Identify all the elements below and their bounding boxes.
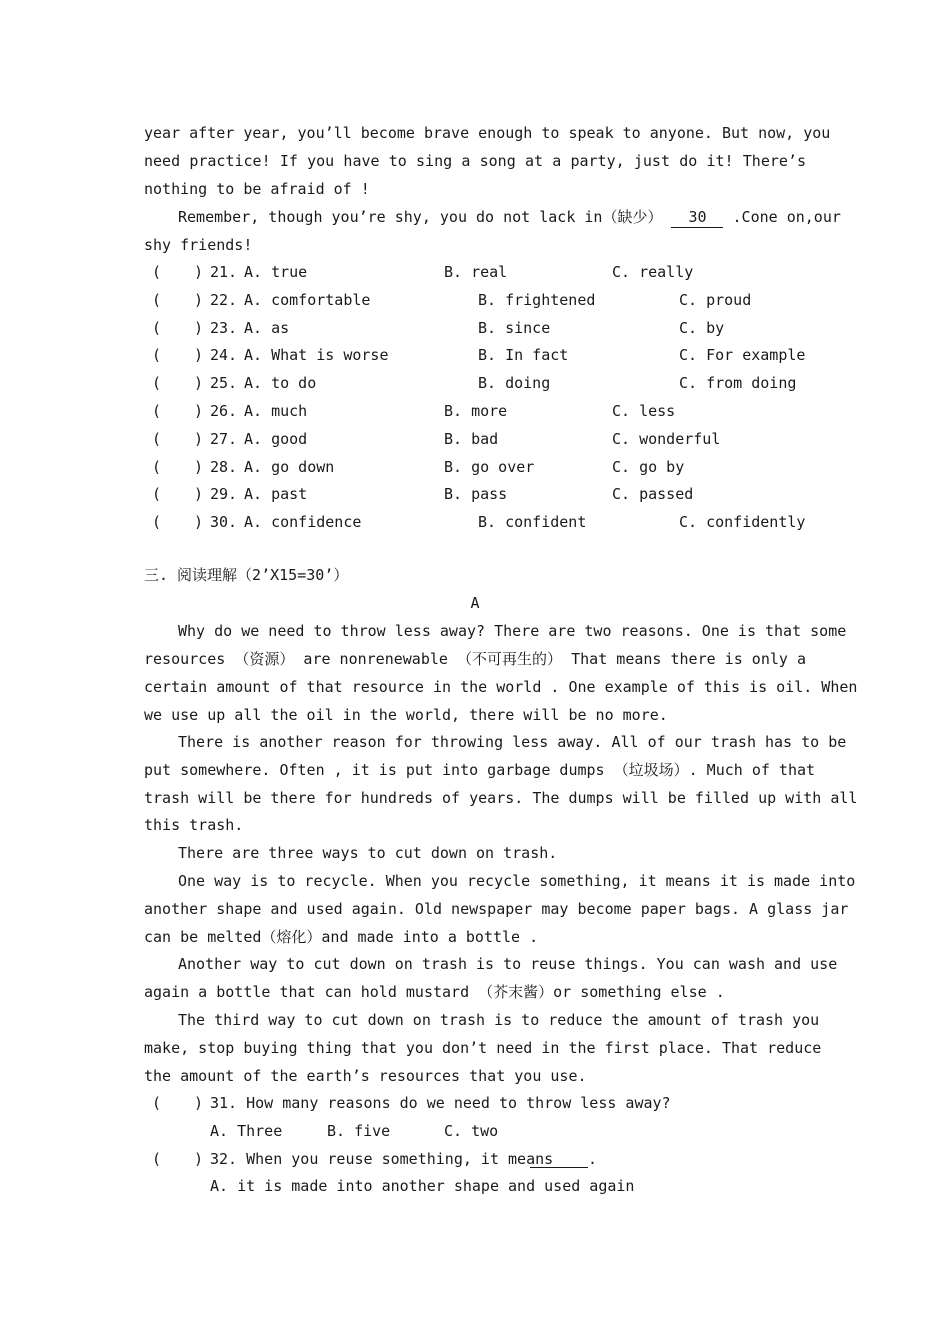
option-a: A. as <box>244 318 290 337</box>
option-a: A. confidence <box>244 513 362 532</box>
cloze-question-row <box>144 508 806 536</box>
option-c: C. less <box>612 402 676 420</box>
answer-paren-open: ( <box>152 429 162 448</box>
passage-p2-line-2: put somewhere. Often , it is put into garbage dumps （垃圾场）. Much of that <box>144 761 816 779</box>
cloze-text-line-3: nothing to be afraid of ! <box>144 180 370 198</box>
option-c: C. really <box>612 263 694 281</box>
answer-paren-close: ) <box>194 346 204 365</box>
remember-text-end: .Cone on,our <box>732 208 841 226</box>
answer-paren-open: ( <box>152 290 162 309</box>
option-c: C. go by <box>612 457 685 476</box>
passage-p1-line-1: Why do we need to throw less away? There are two reasons. One is that some <box>178 622 847 640</box>
answer-paren-close: ) <box>194 318 204 337</box>
answer-paren-open: ( <box>152 1094 162 1112</box>
answer-paren-open: ( <box>152 346 162 365</box>
cloze-question-row <box>144 397 806 425</box>
option-a: A. comfortable <box>244 290 371 309</box>
answer-paren-open: ( <box>152 402 162 420</box>
option-a: A. go down <box>244 457 335 476</box>
passage-p6-line-3: the amount of the earth’s resources that you use. <box>144 1067 587 1085</box>
question-number: 24. <box>210 346 238 365</box>
section-heading: 三. 阅读理解（2’X15=30’） <box>144 566 349 584</box>
option-a: A. Three <box>210 1122 283 1140</box>
option-c: C. proud <box>679 290 752 309</box>
question-32-end: . <box>588 1150 598 1168</box>
answer-paren-open: ( <box>152 263 162 281</box>
option-c: C. passed <box>612 485 694 504</box>
question-31 <box>144 1089 806 1117</box>
passage-p4-line-2: another shape and used again. Old newspaper may become paper bags. A glass jar <box>144 900 849 918</box>
option-a: A. good <box>244 429 308 448</box>
remember-text: Remember, though you’re shy, you do not lack in（缺少） <box>178 208 663 226</box>
passage-p2-line-3: trash will be there for hundreds of years. The dumps will be filled up with all <box>144 789 858 807</box>
question-number: 30. <box>210 513 238 532</box>
passage-p1-line-3: certain amount of that resource in the world . One example of this is oil. When <box>144 678 858 696</box>
passage-p1-line-4: we use up all the oil in the world, there will be no more. <box>144 706 668 724</box>
answer-paren-close: ) <box>194 1150 204 1168</box>
option-c: C. from doing <box>679 374 797 393</box>
answer-paren-close: ) <box>194 263 204 281</box>
answer-paren-close: ) <box>194 429 204 448</box>
answer-paren-open: ( <box>152 374 162 393</box>
passage-label: A <box>470 594 480 612</box>
passage-p2-line-4: this trash. <box>144 816 244 834</box>
answer-paren-open: ( <box>152 513 162 532</box>
cloze-question-row <box>144 480 806 508</box>
answer-paren-close: ) <box>194 374 204 393</box>
answer-paren-close: ) <box>194 402 204 420</box>
passage-p4-line-1: One way is to recycle. When you recycle something, it means it is made into <box>178 872 856 890</box>
remember-line-2: shy friends! <box>144 236 253 254</box>
question-32-text: 32. When you reuse something, it means <box>210 1150 554 1168</box>
option-a: A. much <box>244 402 308 420</box>
question-number: 25. <box>210 374 238 393</box>
option-b: B. more <box>444 402 508 420</box>
answer-paren-close: ) <box>194 290 204 309</box>
cloze-question-row <box>144 341 806 369</box>
question-number: 26. <box>210 402 238 420</box>
option-b: B. real <box>444 263 508 281</box>
cloze-question-row <box>144 453 806 481</box>
option-b: B. doing <box>478 374 551 393</box>
question-number: 22. <box>210 290 238 309</box>
option-b: B. frightened <box>478 290 596 309</box>
remember-line <box>178 203 841 231</box>
option-c: C. two <box>444 1122 499 1140</box>
option-a: A. to do <box>244 374 317 393</box>
option-b: B. bad <box>444 429 499 448</box>
cloze-text-line-2: need practice! If you have to sing a song at a party, just do it! There’s <box>144 152 806 170</box>
passage-p1-line-2: resources （资源） are nonrenewable （不可再生的） That means there is only a <box>144 650 806 668</box>
answer-paren-close: ) <box>194 457 204 476</box>
answer-paren-open: ( <box>152 1150 162 1168</box>
question-number: 21. <box>210 263 238 281</box>
answer-paren-open: ( <box>152 457 162 476</box>
option-b: B. confident <box>478 513 587 532</box>
cloze-question-row <box>144 258 806 286</box>
cloze-question-row <box>144 286 806 314</box>
option-b: B. since <box>478 318 551 337</box>
passage-p4-line-3: can be melted（熔化）and made into a bottle . <box>144 928 539 946</box>
answer-blank <box>530 1151 588 1168</box>
answer-blank-30: 30 <box>671 207 723 228</box>
option-b: B. five <box>327 1122 391 1140</box>
option-b: B. go over <box>444 457 535 476</box>
passage-p5-line-1: Another way to cut down on trash is to reuse things. You can wash and use <box>178 955 838 973</box>
passage-p6-line-1: The third way to cut down on trash is to reduce the amount of trash you <box>178 1011 820 1029</box>
answer-paren-open: ( <box>152 318 162 337</box>
question-31-options <box>144 1117 806 1145</box>
question-32 <box>144 1145 806 1173</box>
question-number: 29. <box>210 485 238 504</box>
cloze-text-line-1: year after year, you’ll become brave enough to speak to anyone. But now, you <box>144 124 831 142</box>
option-a: A. it is made into another shape and used again <box>210 1177 635 1195</box>
question-31-text: 31. How many reasons do we need to throw less away? <box>210 1094 671 1112</box>
option-a: A. past <box>244 485 308 504</box>
question-number: 27. <box>210 429 238 448</box>
passage-p2-line-1: There is another reason for throwing less away. All of our trash has to be <box>178 733 847 751</box>
cloze-question-row <box>144 425 806 453</box>
passage-p5-line-2: again a bottle that can hold mustard （芥末酱）or something else . <box>144 983 725 1001</box>
option-c: C. confidently <box>679 513 806 532</box>
option-b: B. pass <box>444 485 508 504</box>
passage-p6-line-2: make, stop buying thing that you don’t need in the first place. That reduce <box>144 1039 822 1057</box>
option-c: C. For example <box>679 346 806 365</box>
question-32-options <box>144 1172 806 1200</box>
option-c: C. wonderful <box>612 429 721 448</box>
option-a: A. What is worse <box>244 346 389 365</box>
question-number: 28. <box>210 457 238 476</box>
option-b: B. In fact <box>478 346 569 365</box>
answer-paren-close: ) <box>194 513 204 532</box>
cloze-question-row <box>144 369 806 397</box>
cloze-question-row <box>144 314 806 342</box>
passage-p3-line-1: There are three ways to cut down on trash. <box>178 844 558 862</box>
option-c: C. by <box>679 318 725 337</box>
option-a: A. true <box>244 263 308 281</box>
answer-paren-close: ) <box>194 485 204 504</box>
answer-paren-close: ) <box>194 1094 204 1112</box>
question-number: 23. <box>210 318 238 337</box>
answer-paren-open: ( <box>152 485 162 504</box>
